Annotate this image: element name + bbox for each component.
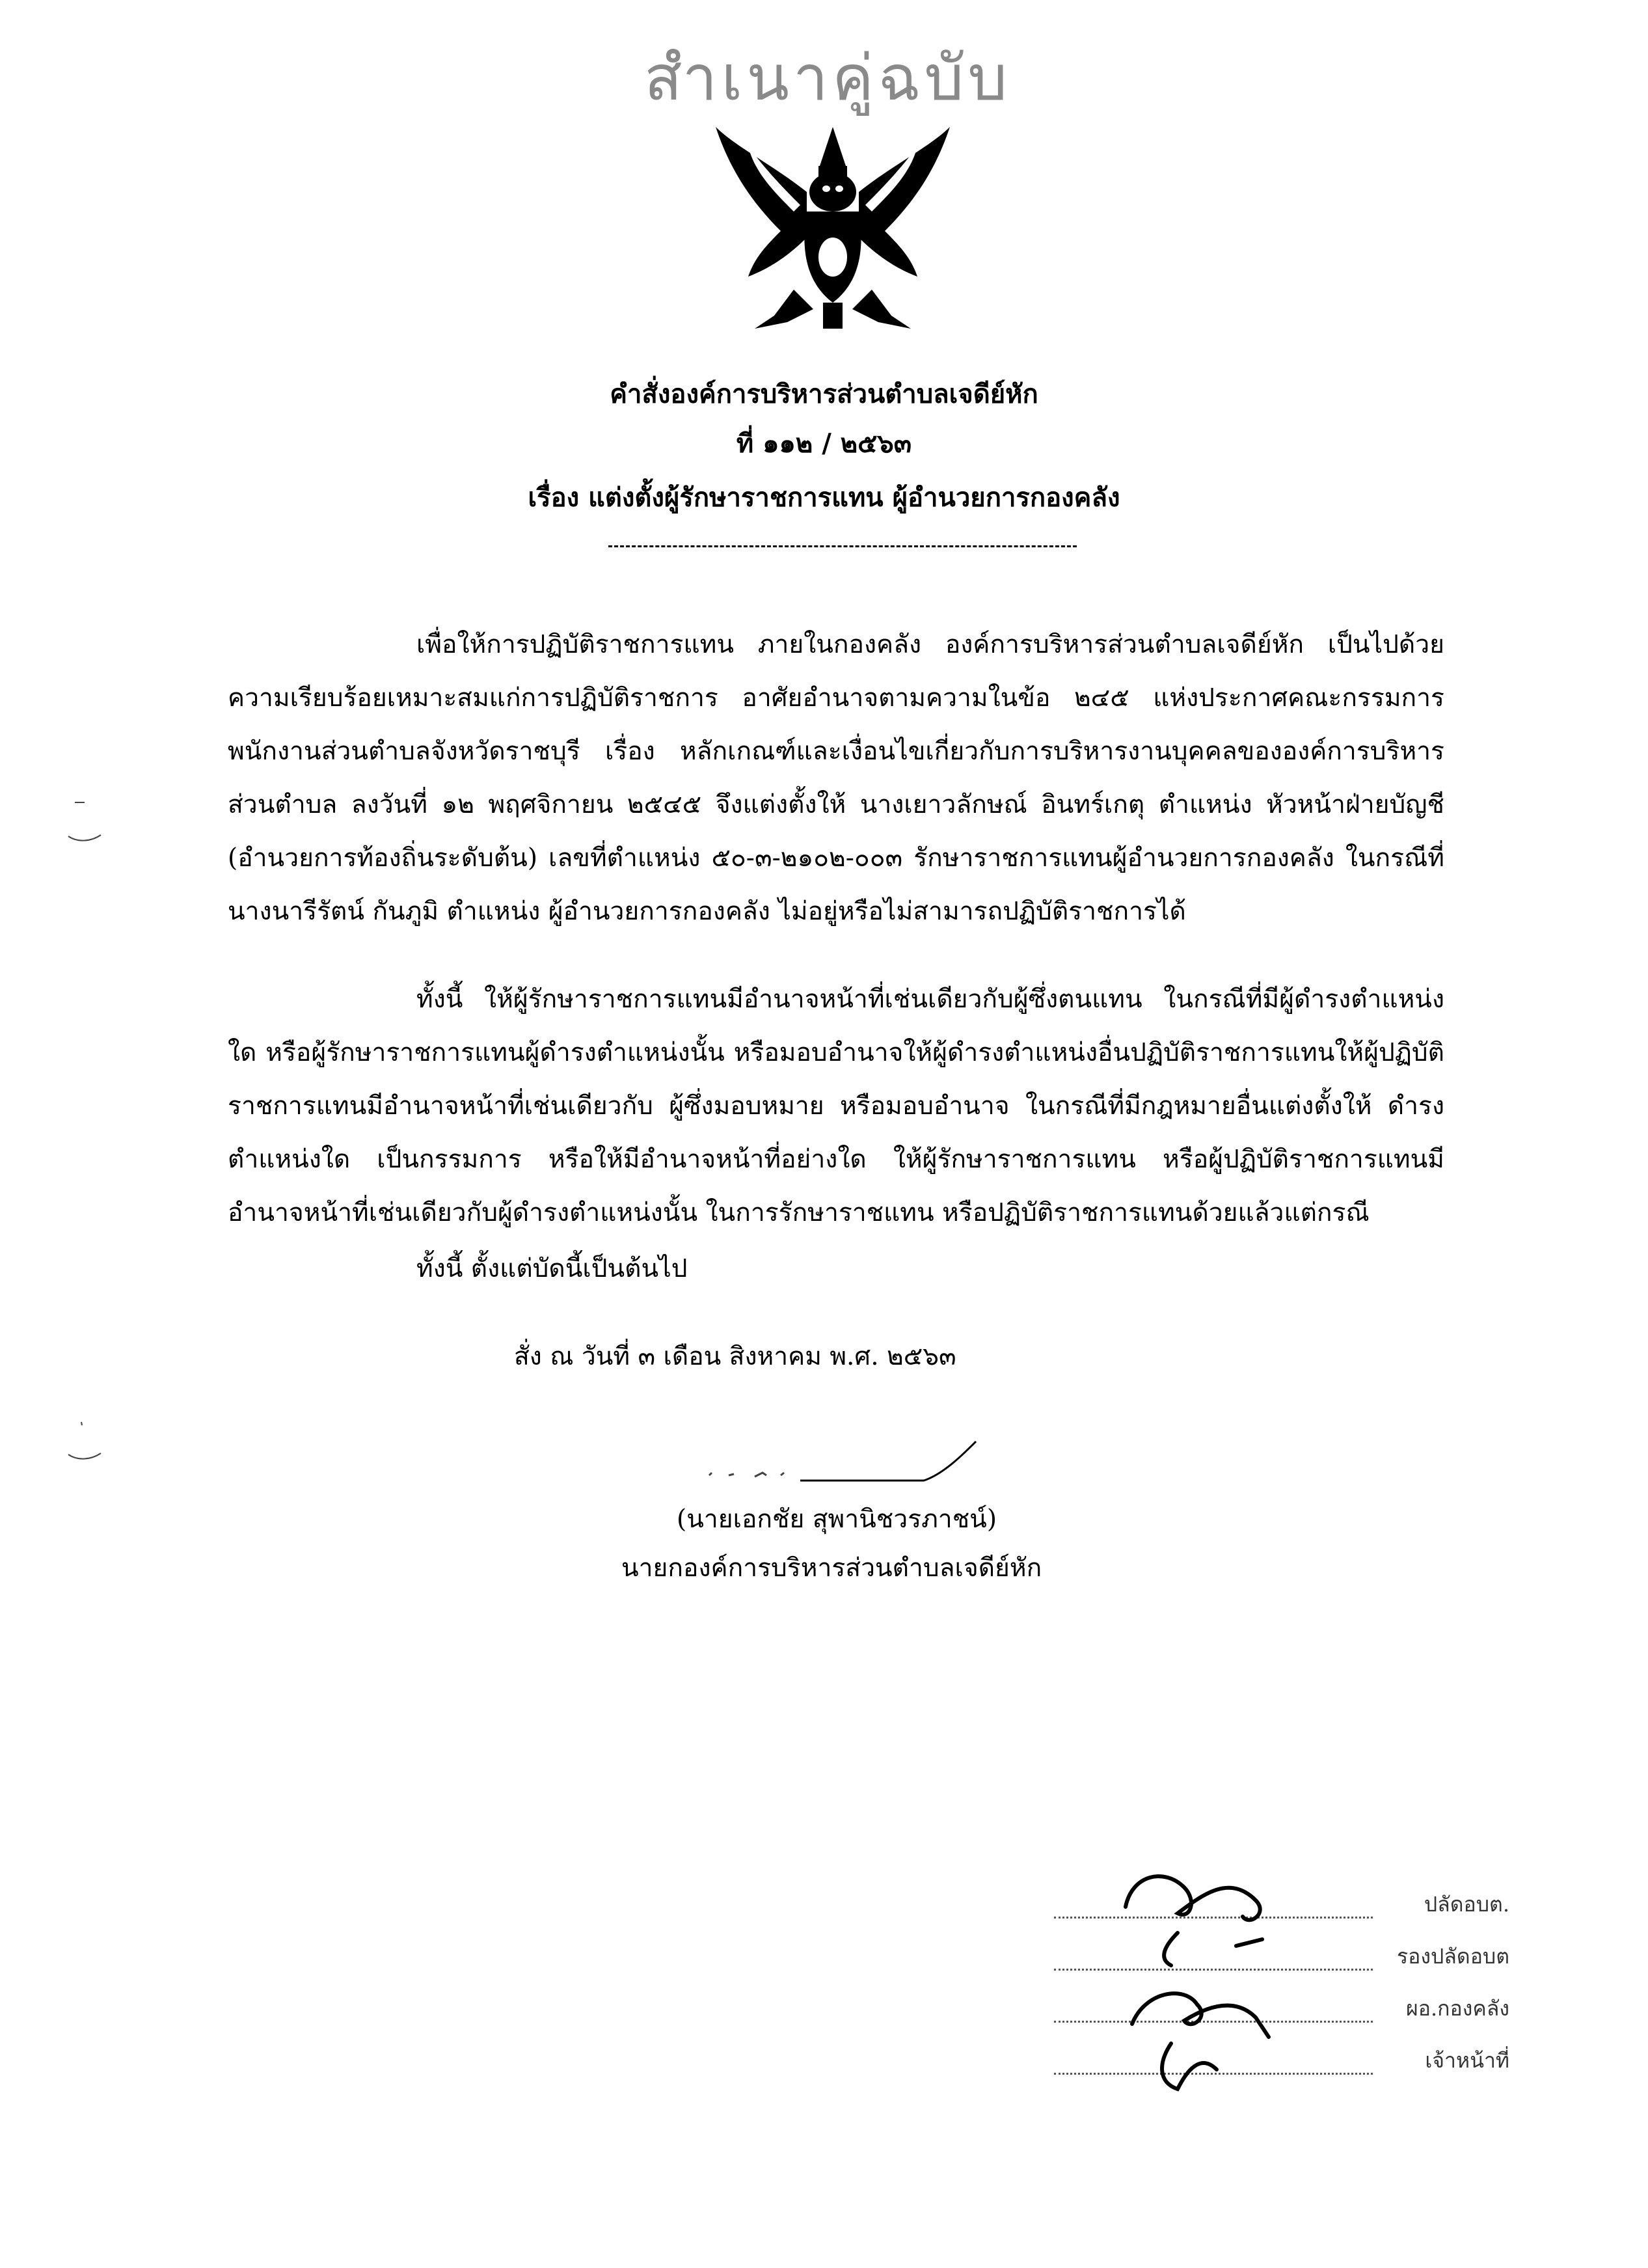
margin-mark <box>65 1448 104 1474</box>
order-number: ที่ ๑๑๒ / ๒๕๖๓ <box>736 428 912 459</box>
garuda-emblem-icon <box>709 120 956 335</box>
header-divider <box>608 545 1077 547</box>
body-paragraph-1 <box>228 618 1444 938</box>
handwritten-initials <box>1106 1848 1340 2109</box>
signer-title: นายกองค์การบริหารส่วนตำบลเจดีย์หัก <box>621 1553 1042 1583</box>
initial-label: เจ้าหน้าที่ <box>1425 2048 1509 2073</box>
copy-stamp: สำเนาคู่ฉบับ <box>644 42 1012 115</box>
order-heading: คำสั่งองค์การบริหารส่วนตำบลเจดีย์หัก <box>610 379 1038 409</box>
body-paragraph-2 <box>228 973 1444 1240</box>
order-subject: เรื่อง แต่งตั้งผู้รักษาราชการแทน ผู้อำนวยการกองคลัง <box>528 482 1120 513</box>
initial-label: ผอ.กองคลัง <box>1406 1996 1509 2021</box>
paragraph-text: ทั้งนี้ ให้ผู้รักษาราชการแทนมีอำนาจหน้าที่เช่นเดียวกับผู้ซึ่งตนแทน ในกรณีที่มีผู้ดำรงตำแหน่งใด หรือผู้รักษาราชการแทนผู้ดำรงตำแหน่งนั้น หรือมอบอำนาจให้ผู้ดำรงตำแหน่งอื่นปฏิบัติราชการแทนให้ผู้ปฏิบัติราชการแทนมีอำนาจหน้าที่เช่นเดียวกับ ผู้ซึ่งมอบหมาย หรือมอบอำนาจ ในกรณีที่มีกฎหมายอื่นแต่งตั้งให้ ดำรงตำแหน่งใด เป็นกรรมการ หรือให้มีอำนาจหน้าที่อย่างใด ให้ผู้รักษาราชการแทน หรือผู้ปฏิบัติราชการแทนมีอำนาจหน้าที่เช่นเดียวกับผู้ดำรงตำแหน่งนั้น ในการรักษาราชแทน หรือปฏิบัติราชการแทนด้วยแล้วแต่กรณี <box>228 985 1444 1227</box>
order-date: สั่ง ณ วันที่ ๓ เดือน สิงหาคม พ.ศ. ๒๕๖๓ <box>514 1342 956 1371</box>
initial-label: ปลัดอบต. <box>1424 1892 1509 1917</box>
initial-label: รองปลัดอบต <box>1396 1944 1509 1969</box>
margin-mark <box>65 797 104 823</box>
initials-block <box>1054 1848 1522 2213</box>
margin-mark <box>65 1419 104 1445</box>
signature-mark <box>703 1435 989 1494</box>
signer-name: (นายเอกชัย สุพานิชวรภาชน์) <box>677 1505 997 1534</box>
effective-statement: ทั้งนี้ ตั้งแต่บัดนี้เป็นต้นไป <box>416 1254 688 1283</box>
margin-mark <box>65 830 104 856</box>
paragraph-text: เพื่อให้การปฏิบัติราชการแทน ภายในกองคลัง องค์การบริหารส่วนตำบลเจดีย์หัก เป็นไปด้วยความเรียบร้อยเหมาะสมแก่การปฏิบัติราชการ อาศัยอำนาจตามความในข้อ ๒๔๕ แห่งประกาศคณะกรรมการพนักงานส่วนตำบลจังหวัดราชบุรี เรื่อง หลักเกณฑ์และเงื่อนไขเกี่ยวกับการบริหารงานบุคคลขององค์การบริหารส่วนตำบล ลงวันที่ ๑๒ พฤศจิกายน ๒๕๔๕ จึงแต่งตั้งให้ นางเยาวลักษณ์ อินทร์เกตุ ตำแหน่ง หัวหน้าฝ่ายบัญชี (อำนวยการท้องถิ่นระดับต้น) เลขที่ตำแหน่ง ๕๐-๓-๒๑๐๒-๐๐๓ รักษาราชการแทนผู้อำนวยการกองคลัง ในกรณีที่ นางนารีรัตน์ กันภูมิ ตำแหน่ง ผู้อำนวยการกองคลัง ไม่อยู่หรือไม่สามารถปฏิบัติราชการได้ <box>228 630 1444 926</box>
